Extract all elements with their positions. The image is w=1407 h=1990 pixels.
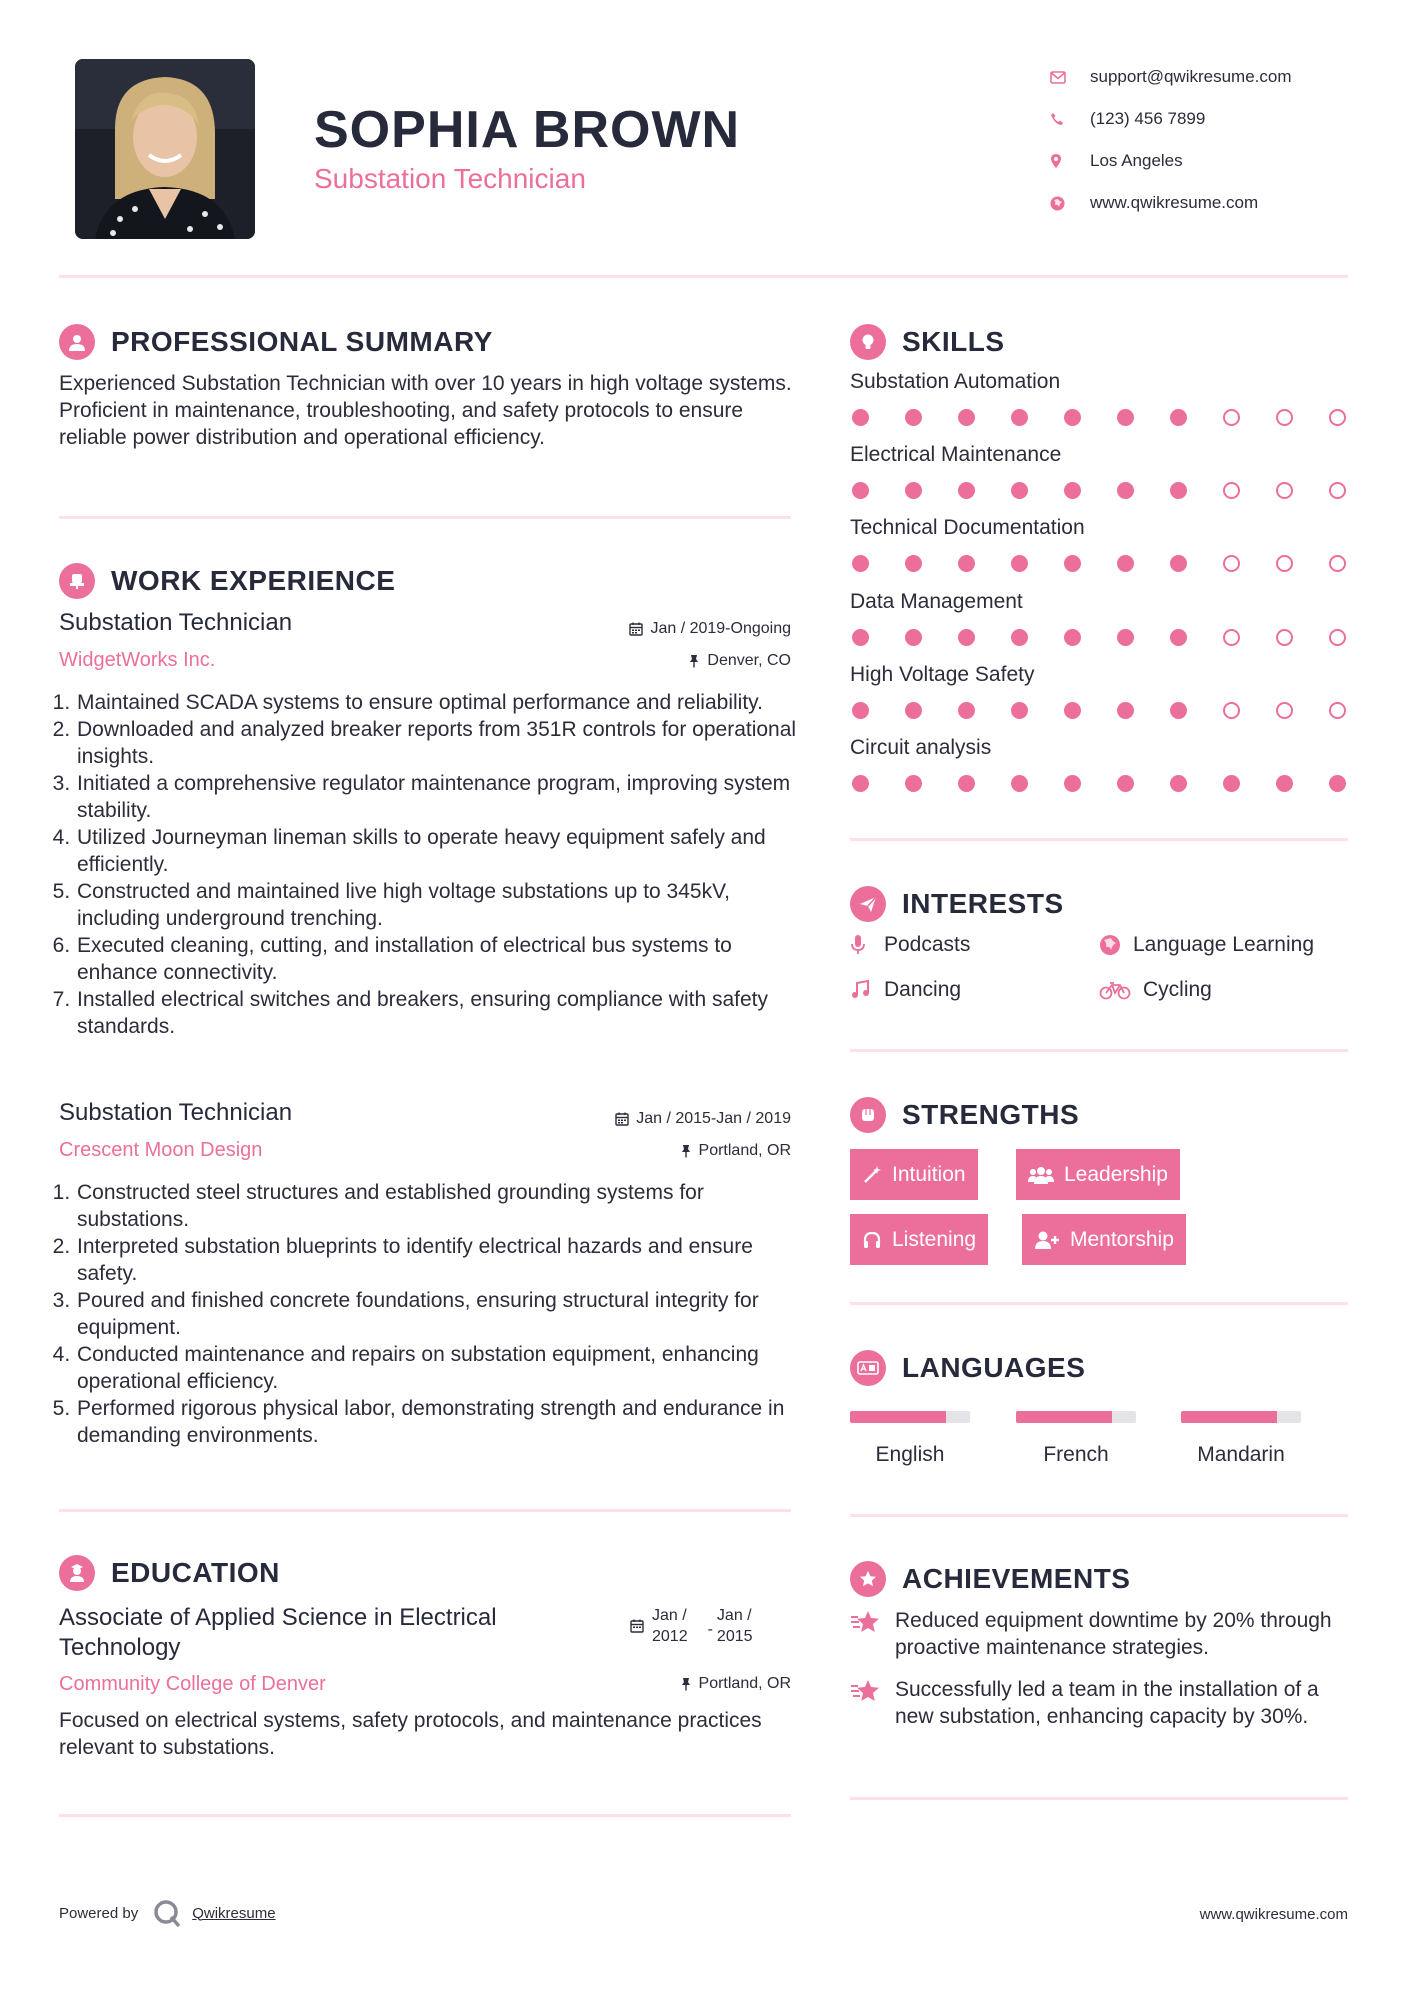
powered-by-label: Powered by <box>59 1904 139 1922</box>
paper-plane-icon <box>850 886 886 922</box>
user-plus-icon <box>1034 1230 1060 1250</box>
rating-dot-filled <box>852 555 869 572</box>
skill-rating <box>852 555 1382 572</box>
user-icon <box>59 324 95 360</box>
job-1-dates-text: Jan / 2019-Ongoing <box>650 620 791 637</box>
rating-dot-empty <box>1276 409 1293 426</box>
language-level-bar <box>1181 1411 1301 1423</box>
achievements-heading-label: ACHIEVEMENTS <box>902 1563 1131 1594</box>
job-1-title: Substation Technician <box>59 609 293 636</box>
rating-dot-filled <box>1064 775 1081 792</box>
rating-dot-filled <box>905 482 922 499</box>
interests-heading <box>850 886 1064 922</box>
job-2-duties <box>57 1179 801 1449</box>
bicycle-icon <box>1099 980 1143 1000</box>
rating-dot-filled <box>1170 629 1187 646</box>
strength-label: Leadership <box>1064 1162 1168 1186</box>
rating-dot-filled <box>905 555 922 572</box>
rating-dot-empty <box>1276 702 1293 719</box>
language-level-fill <box>850 1411 946 1423</box>
globe-icon <box>1050 196 1090 211</box>
calendar-icon <box>630 1619 644 1633</box>
rating-dot-filled <box>1064 702 1081 719</box>
education-heading <box>59 1555 280 1591</box>
rating-dot-empty <box>1329 629 1346 646</box>
star-icon <box>850 1676 895 1730</box>
duty-item: 4. Utilized Journeyman lineman skills to operate heavy equipment safely and efficiently. <box>76 824 801 878</box>
skill-name: High Voltage Safety <box>850 662 1035 686</box>
contact-location <box>1050 140 1292 182</box>
rating-dot-filled <box>1011 482 1028 499</box>
footer-website[interactable]: www.qwikresume.com <box>1199 1906 1348 1923</box>
job-2-location-text: Portland, OR <box>698 1142 791 1159</box>
rating-dot-empty <box>1276 555 1293 572</box>
profile-photo <box>75 59 255 239</box>
rating-dot-filled <box>852 482 869 499</box>
candidate-title: Substation Technician <box>314 163 586 194</box>
interest-label: Cycling <box>1143 978 1212 1001</box>
education-location <box>680 1675 791 1693</box>
magic-wand-icon <box>862 1165 882 1185</box>
rating-dot-filled <box>1170 555 1187 572</box>
envelope-icon <box>1050 71 1090 84</box>
rating-dot-filled <box>905 775 922 792</box>
education-start-year: 2012 <box>652 1628 688 1645</box>
rating-dot-filled <box>852 702 869 719</box>
duty-item: 6. Executed cleaning, cutting, and installation of electrical bus systems to enhance connectivity. <box>76 932 801 986</box>
duty-item: 5. Performed rigorous physical labor, demonstrating strength and endurance in demanding environments. <box>76 1395 801 1449</box>
education-school: Community College of Denver <box>59 1673 326 1695</box>
music-note-icon <box>850 980 884 1000</box>
rating-dot-empty <box>1223 629 1240 646</box>
date-separator: - <box>707 1621 713 1638</box>
rating-dot-filled <box>1117 775 1134 792</box>
languages-heading <box>850 1350 1085 1386</box>
interest-label: Dancing <box>884 978 962 1001</box>
education-description: Focused on electrical systems, safety protocols, and maintenance practices relevant to substations. <box>59 1709 762 1759</box>
interests-divider <box>850 1049 1348 1052</box>
duty-item: 3. Poured and finished concrete foundations, ensuring structural integrity for equipment. <box>76 1287 801 1341</box>
job-2-location <box>680 1142 791 1160</box>
rating-dot-empty <box>1276 629 1293 646</box>
rating-dot-filled <box>1117 702 1134 719</box>
rating-dot-empty <box>1329 409 1346 426</box>
rating-dot-filled <box>1329 775 1346 792</box>
achievement-item <box>850 1607 1348 1661</box>
skill-name: Electrical Maintenance <box>850 443 1062 467</box>
education-end-year: 2015 <box>716 1628 753 1645</box>
rating-dot-filled <box>958 555 975 572</box>
skills-heading-label: SKILLS <box>902 326 1005 357</box>
duty-item: 1. Maintained SCADA systems to ensure optimal performance and reliability. <box>76 689 801 716</box>
rating-dot-empty <box>1329 555 1346 572</box>
summary-text: Experienced Substation Technician with over 10 years in high voltage systems. Proficient in maintenance, troubleshooting, and safety protocols to ensure reliable power distribution and operational efficiency. <box>59 372 792 449</box>
achievement-text: Reduced equipment downtime by 20% through proactive maintenance strategies. <box>895 1609 1332 1659</box>
strength-tag <box>1016 1149 1180 1200</box>
language-name: English <box>875 1443 945 1466</box>
lightbulb-icon <box>850 324 886 360</box>
rating-dot-filled <box>958 629 975 646</box>
duty-item: 2. Downloaded and analyzed breaker reports from 351R controls for operational insights. <box>76 716 801 770</box>
rating-dot-filled <box>1011 629 1028 646</box>
skill-rating <box>852 629 1382 646</box>
strengths-divider <box>850 1302 1348 1305</box>
star-icon <box>850 1607 895 1661</box>
contact-website[interactable] <box>1050 182 1292 224</box>
pushpin-icon <box>688 654 700 668</box>
language-name: French <box>1043 1443 1109 1466</box>
contact-website-text: www.qwikresume.com <box>1090 193 1259 212</box>
duty-item: 7. Installed electrical switches and breakers, ensuring compliance with safety standards. <box>76 986 801 1040</box>
duty-item: 5. Constructed and maintained live high voltage substations up to 345kV, including underground trenching. <box>76 878 801 932</box>
headphones-icon <box>862 1230 882 1250</box>
job-2-title: Substation Technician <box>59 1099 293 1126</box>
pushpin-icon <box>680 1144 692 1158</box>
skills-heading <box>850 324 1005 360</box>
qwikresume-logo-icon <box>152 1898 182 1928</box>
skill-name: Substation Automation <box>850 370 1061 393</box>
rating-dot-filled <box>1011 702 1028 719</box>
contact-location-text: Los Angeles <box>1090 151 1183 170</box>
fist-icon <box>850 1097 886 1133</box>
duty-item: 2. Interpreted substation blueprints to identify electrical hazards and ensure safety. <box>76 1233 801 1287</box>
star-badge-icon <box>850 1561 886 1597</box>
rating-dot-filled <box>958 409 975 426</box>
calendar-icon <box>615 1112 629 1126</box>
language-level-bar <box>850 1411 970 1423</box>
achievement-item <box>850 1676 1348 1730</box>
rating-dot-filled <box>852 775 869 792</box>
job-1-location <box>688 652 791 670</box>
skill-name: Data Management <box>850 589 1023 613</box>
rating-dot-filled <box>1064 555 1081 572</box>
rating-dot-filled <box>1170 482 1187 499</box>
calendar-icon <box>629 622 643 636</box>
job-1-duties <box>57 689 801 1040</box>
rating-dot-filled <box>1276 775 1293 792</box>
interest-item <box>850 978 961 1002</box>
job-1-company: WidgetWorks Inc. <box>59 649 216 671</box>
rating-dot-filled <box>852 409 869 426</box>
rating-dot-filled <box>958 702 975 719</box>
skill-rating <box>852 482 1382 499</box>
phone-icon <box>1050 112 1090 126</box>
rating-dot-filled <box>1117 555 1134 572</box>
education-location-text: Portland, OR <box>698 1675 791 1692</box>
strength-label: Mentorship <box>1070 1227 1174 1251</box>
briefcase-icon <box>59 563 95 599</box>
rating-dot-filled <box>1170 409 1187 426</box>
interest-item <box>850 933 970 957</box>
rating-dot-empty <box>1223 555 1240 572</box>
skill-rating <box>852 702 1382 719</box>
rating-dot-filled <box>905 409 922 426</box>
rating-dot-empty <box>1329 702 1346 719</box>
languages-divider <box>850 1514 1348 1517</box>
job-1-location-text: Denver, CO <box>707 652 791 669</box>
rating-dot-empty <box>1223 409 1240 426</box>
interests-heading-label: INTERESTS <box>902 888 1064 919</box>
education-heading-label: EDUCATION <box>111 1557 280 1588</box>
rating-dot-filled <box>1064 482 1081 499</box>
rating-dot-empty <box>1276 482 1293 499</box>
interest-label: Podcasts <box>884 933 971 956</box>
interest-item <box>1099 978 1212 1002</box>
rating-dot-filled <box>852 629 869 646</box>
education-end-month: Jan / <box>716 1607 752 1624</box>
summary-heading <box>59 324 493 360</box>
map-pin-icon <box>1050 153 1090 169</box>
rating-dot-filled <box>1223 775 1240 792</box>
strengths-heading-label: STRENGTHS <box>902 1099 1080 1130</box>
rating-dot-empty <box>1223 482 1240 499</box>
rating-dot-empty <box>1223 702 1240 719</box>
strength-tag <box>1022 1214 1186 1265</box>
duty-item: 3. Initiated a comprehensive regulator maintenance program, improving system stability. <box>76 770 801 824</box>
skill-name: Circuit analysis <box>850 736 992 759</box>
duty-item: 4. Conducted maintenance and repairs on substation equipment, enhancing operational efficiency. <box>76 1341 801 1395</box>
contact-list <box>1050 56 1292 224</box>
rating-dot-filled <box>905 702 922 719</box>
languages-heading-label: LANGUAGES <box>902 1352 1086 1383</box>
contact-email-text: support@qwikresume.com <box>1090 67 1292 86</box>
language-name: Mandarin <box>1197 1443 1285 1466</box>
job-2-dates <box>615 1110 791 1128</box>
translate-icon <box>850 1350 886 1386</box>
microphone-icon <box>850 934 884 956</box>
rating-dot-filled <box>1117 629 1134 646</box>
skills-divider <box>850 838 1348 841</box>
rating-dot-filled <box>1170 775 1187 792</box>
job-2-dates-text: Jan / 2015-Jan / 2019 <box>636 1110 791 1127</box>
experience-heading-label: WORK EXPERIENCE <box>111 565 396 596</box>
rating-dot-filled <box>958 775 975 792</box>
rating-dot-filled <box>1170 702 1187 719</box>
education-degree: Associate of Applied Science in Electrical Technology <box>59 1604 497 1661</box>
strength-label: Intuition <box>892 1162 966 1186</box>
language-level-fill <box>1181 1411 1277 1423</box>
rating-dot-filled <box>1117 409 1134 426</box>
summary-heading-label: PROFESSIONAL SUMMARY <box>111 326 493 357</box>
strength-tag <box>850 1214 988 1265</box>
duty-item: 1. Constructed steel structures and established grounding systems for substations. <box>76 1179 801 1233</box>
qwikresume-link[interactable]: Qwikresume <box>192 1904 276 1922</box>
education-dates <box>630 1605 753 1647</box>
education-start-month: Jan / <box>652 1607 687 1624</box>
skill-rating <box>852 775 1382 792</box>
rating-dot-filled <box>1011 775 1028 792</box>
contact-phone[interactable] <box>1050 98 1292 140</box>
contact-phone-text: (123) 456 7899 <box>1090 109 1206 128</box>
interest-item <box>1099 933 1314 957</box>
graduate-icon <box>59 1555 95 1591</box>
header-divider <box>59 275 1348 278</box>
language-level-fill <box>1016 1411 1112 1423</box>
rating-dot-filled <box>1064 629 1081 646</box>
rating-dot-filled <box>905 629 922 646</box>
contact-email[interactable] <box>1050 56 1292 98</box>
job-2-company: Crescent Moon Design <box>59 1139 263 1161</box>
achievements-heading <box>850 1561 1130 1597</box>
globe-icon <box>1099 934 1133 956</box>
summary-divider <box>59 516 791 519</box>
experience-heading <box>59 563 395 599</box>
candidate-name: SOPHIA BROWN <box>314 101 741 159</box>
achievements-divider <box>850 1797 1348 1800</box>
users-icon <box>1028 1165 1054 1185</box>
achievement-text: Successfully led a team in the installation of a new substation, enhancing capacity by 30%. <box>895 1678 1319 1728</box>
job-1-dates <box>629 620 791 638</box>
rating-dot-filled <box>1117 482 1134 499</box>
rating-dot-filled <box>1064 409 1081 426</box>
strength-label: Listening <box>892 1227 977 1251</box>
pushpin-icon <box>680 1677 692 1691</box>
interest-label: Language Learning <box>1133 933 1315 956</box>
rating-dot-empty <box>1329 482 1346 499</box>
rating-dot-filled <box>1011 409 1028 426</box>
skill-name: Technical Documentation <box>850 516 1085 540</box>
education-divider <box>59 1814 791 1817</box>
language-level-bar <box>1016 1411 1136 1423</box>
strengths-heading <box>850 1097 1079 1133</box>
experience-divider <box>59 1509 791 1512</box>
rating-dot-filled <box>1011 555 1028 572</box>
rating-dot-filled <box>958 482 975 499</box>
footer-powered-by <box>59 1898 276 1928</box>
skill-rating <box>852 409 1382 426</box>
strength-tag <box>850 1149 978 1200</box>
